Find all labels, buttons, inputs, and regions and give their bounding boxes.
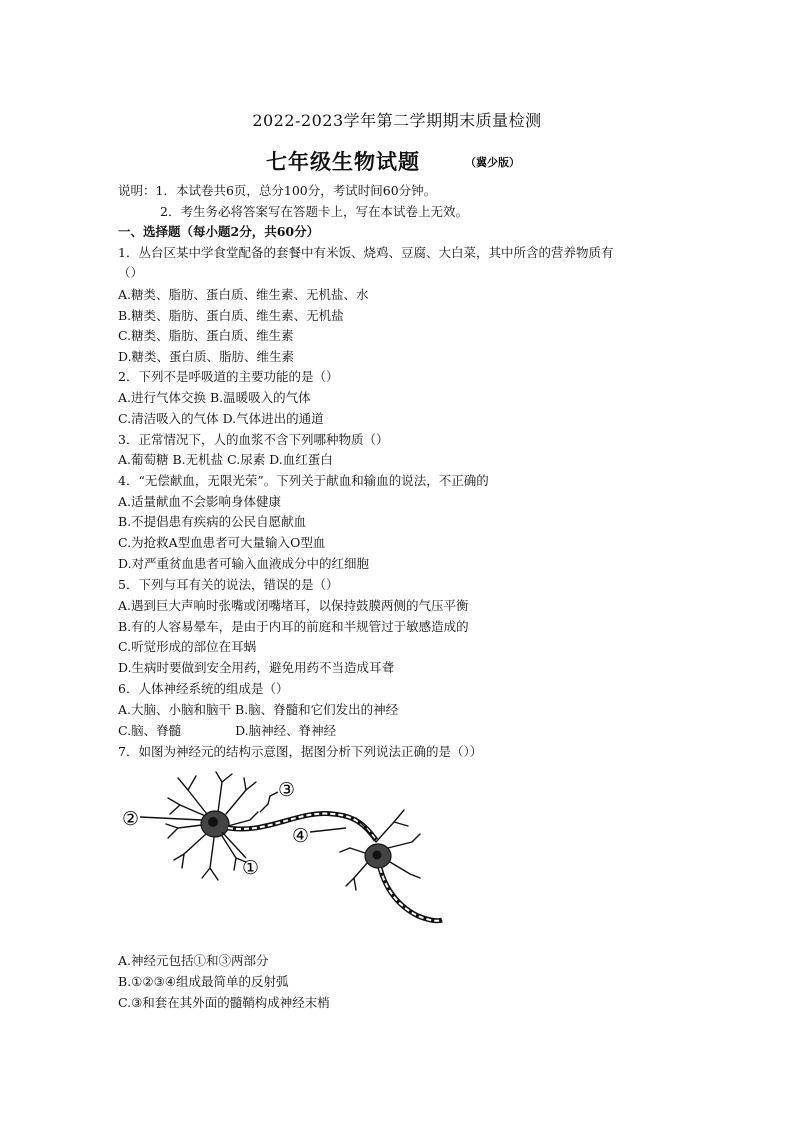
option-line: B.糖类、脂肪、蛋白质、维生素、无机盐 xyxy=(118,308,344,323)
option-line: C.听觉形成的部位在耳蜗 xyxy=(118,639,257,654)
question-line: 6．人体神经系统的组成是（） xyxy=(118,681,289,696)
subject-title: 七年级生物试题 xyxy=(266,150,420,174)
option-line: A.进行气体交换 B.温暖吸入的气体 xyxy=(118,390,311,405)
question-line: 5．下列与耳有关的说法，错误的是（） xyxy=(118,577,339,592)
option-line: A.适量献血不会影响身体健康 xyxy=(118,494,282,509)
question-line: 7．如图为神经元的结构示意图，据图分析下列说法正确的是（）） xyxy=(118,744,483,759)
question-line: 1．丛台区某中学食堂配备的套餐中有米饭、烧鸡、豆腐、大白菜，其中所含的营养物质有 xyxy=(118,245,614,260)
option-line: A.糖类、脂肪、蛋白质、维生素、无机盐、水 xyxy=(118,287,369,302)
question-line: 4．“无偿献血，无限光荣”。下列关于献血和输血的说法，不正确的 xyxy=(118,473,489,488)
section-heading: 一、选择题（每小题2分，共60分） xyxy=(118,224,320,239)
option-line: C.为抢救A型血患者可大量输入O型血 xyxy=(118,535,326,550)
option-line: B.不提倡患有疾病的公民自愿献血 xyxy=(118,514,307,529)
option-line: A.遇到巨大声响时张嘴或闭嘴堵耳，以保持鼓膜两侧的气压平衡 xyxy=(118,598,469,613)
neuron-diagram xyxy=(118,770,448,935)
label-3: ③ xyxy=(278,779,296,801)
option-line: C.糖类、脂肪、蛋白质、维生素 xyxy=(118,328,294,343)
exam-title: 2022-2023学年第二学期期末质量检测 xyxy=(252,111,542,130)
label-1: ① xyxy=(242,857,260,879)
option-line: D.对严重贫血患者可输入血液成分中的红细胞 xyxy=(118,556,370,571)
option-line: D.糖类、蛋白质、脂肪、维生素 xyxy=(118,349,295,364)
instruction-2: 2．考生务必将答案写在答题卡上，写在本试卷上无效。 xyxy=(160,204,468,219)
question-line: 3．正常情况下，人的血浆不含下列哪种物质（） xyxy=(118,432,389,447)
option-line: A.大脑、小脑和脑干 B.脑、脊髓和它们发出的神经 xyxy=(118,702,399,717)
option-line: D.生病时要做到安全用药，避免用药不当造成耳聋 xyxy=(118,660,395,675)
option-line: C.清洁吸入的气体 D.气体进出的通道 xyxy=(118,411,324,426)
label-2: ② xyxy=(122,808,140,830)
option-line: C.③和套在其外面的髓鞘构成神经末梢 xyxy=(118,995,330,1010)
option-line: A.神经元包括①和③两部分 xyxy=(118,953,269,968)
option-line: C.脑、脊髓 D.脑神经、脊神经 xyxy=(118,723,337,738)
option-line: A.葡萄糖 B.无机盐 C.尿素 D.血红蛋白 xyxy=(118,452,333,467)
option-line: B.有的人容易晕车，是由于内耳的前庭和半规管过于敏感造成的 xyxy=(118,619,469,634)
question-line: 2．下列不是呼吸道的主要功能的是（） xyxy=(118,369,339,384)
label-4: ④ xyxy=(292,825,310,847)
question-line: （） xyxy=(118,265,144,280)
edition-label: （冀少版） xyxy=(465,156,520,169)
option-line: B.①②③④组成最简单的反射弧 xyxy=(118,974,289,989)
instruction-1: 说明：1．本试卷共6页，总分100分，考试时间60分钟。 xyxy=(118,183,437,198)
